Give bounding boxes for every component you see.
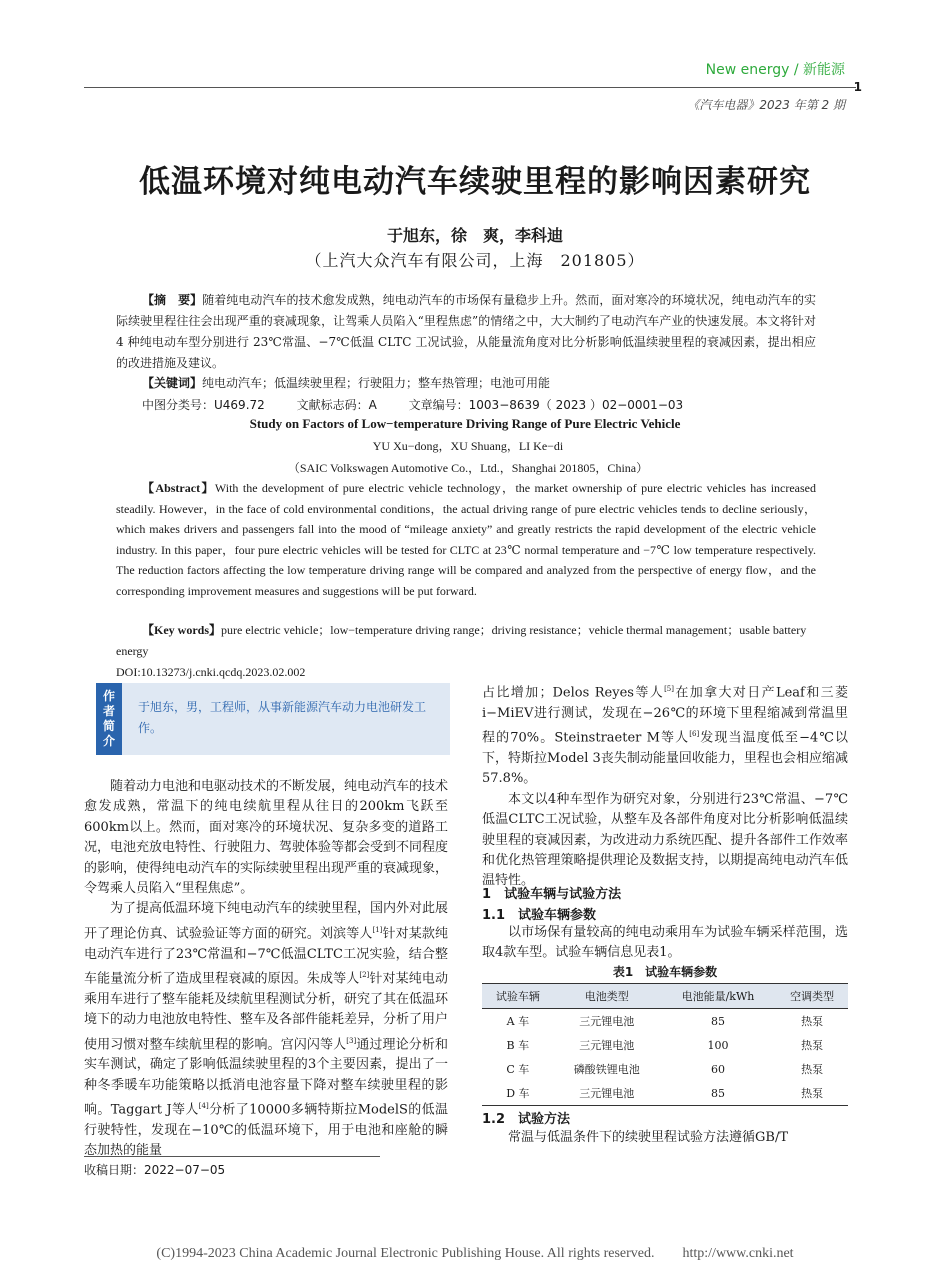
table-cell: A 车: [506, 1015, 530, 1028]
body-right-column: [482, 679, 848, 892]
table-cell: 三元锂电池: [554, 1081, 660, 1106]
table-cell: 热泵: [801, 1039, 824, 1052]
paragraph: 本文以4种车型作为研究对象，分别进行23℃常温、−7℃低温CLTC工况试验，从整车及各部件角度对比分析影响低温续驶里程的衰减因素，为改进动力系统匹配、提升各部件工作效率和优化热管理策略提供理论及数据支持，以期提高纯电动汽车低温特性。: [482, 791, 848, 889]
table-header: 电池类型: [554, 984, 660, 1009]
tab-char: 者: [102, 704, 115, 718]
header-rule: [84, 87, 856, 88]
paragraph: [84, 899, 448, 1161]
section-title: 试验车辆与试验方法: [504, 887, 622, 902]
table-cell: B 车: [506, 1039, 530, 1052]
classification-line: [142, 396, 822, 413]
section-heading-1: [482, 883, 621, 902]
text-run: 分析了10000多辆特斯拉ModelS的低温行驶特性，发现在−10℃的低温环境下，用于电池和座舱的瞬态加热的能量: [84, 1102, 448, 1159]
paragraph: 随着动力电池和电驱动技术的不断发展，纯电动汽车的技术愈发成熟，常温下的纯电续航里程从往日的200km飞跃至600km以上。然而，面对寒冷的环境状况、复杂多变的道路工况，电池充放电特性、行驶阻力、驾驶体验等都会受到不同程度的影响，使得纯电动汽车的实际续驶里程出现严重的衰减现象，令驾乘人员陷入“里程焦虑”。: [84, 779, 449, 897]
journal-issue: 《汽车电器》2023 年第 2 期: [687, 98, 845, 112]
table-row: [482, 1057, 848, 1081]
paragraph: [482, 679, 848, 790]
keywords-en: [116, 620, 816, 661]
section-number: 1: [482, 887, 492, 902]
citation[interactable]: [6]: [689, 730, 700, 739]
table-header: 空调类型: [776, 984, 848, 1009]
text-run: 发现当温度低至−4℃以下，特斯拉Model 3丧失制动能量回收能力，里程也会相应缩减57.8%。: [482, 730, 848, 787]
abstract-cn: [116, 290, 816, 374]
table-header-row: [482, 984, 848, 1009]
citation[interactable]: [1]: [372, 925, 383, 934]
table-caption: 表1 试验车辆参数: [612, 965, 718, 979]
footnote-rule: [84, 1156, 380, 1157]
abstract-cn-label: 【摘 要】: [142, 293, 203, 307]
citation[interactable]: [5]: [664, 685, 674, 693]
author-intro-tab: [96, 683, 122, 755]
title-en: Study on Factors of Low−temperature Driving Range of Pure Electric Vehicle: [249, 416, 681, 431]
article-number: 文章编号：1003−8639（ 2023 ）02−0001−03: [408, 398, 684, 412]
author-intro-box: [96, 683, 450, 755]
abstract-cn-text: 随着纯电动汽车的技术愈发成熟，纯电动汽车的市场保有量稳步上升。然而，面对寒冷的环境状况，纯电动汽车的实际续驶里程往往会出现严重的衰减现象，让驾乘人员陷入“里程焦虑”的情绪之中，大大制约了电动汽车产业的快速发展。本文将针对 4 种纯电动车型分别进行 23℃常温、−7℃低温 CLTC 工况试验，从能量流角度对比分析影响低温续驶里程的衰减因素，提出相应的改进措施及建议。: [116, 293, 816, 370]
paper-title: 低温环境对纯电动汽车续驶里程的影响因素研究: [139, 164, 811, 200]
table-cell: D 车: [482, 1081, 554, 1106]
table-cell: 热泵: [801, 1015, 824, 1028]
text-run: 针对某纯电动乘用车进行了整车能耗及续航里程测试分析，研究了其在低温环境下的动力电池放电特性、整车及各部件能耗差异，分析了用户使用习惯对整车续航里程的影响。宫闪闪等人: [84, 971, 449, 1052]
citation[interactable]: [2]: [359, 970, 370, 979]
text-run: 在加拿大对日产Leaf和三菱i−MiEV进行测试，发现在−26℃的环境下里程缩减到常温里程的70%。Steinstraeter M等人: [482, 685, 848, 746]
paper-affiliation: （上汽大众汽车有限公司，上海 201805）: [305, 251, 645, 270]
table-header: 试验车辆: [482, 984, 554, 1009]
table-cell: 三元锂电池: [579, 1015, 635, 1028]
abstract-en-text: With the development of pure electric vehicle technology，the market ownership of pure electric vehicles has increased steadily. However，in the face of cold environmental conditions，the actual driving range of pure electric vehicles tends to decline seriously，which makes drivers and passengers fall into the mood of “mileage anxiety” and greatly restricts the rapid development of the electric vehicle industry. In this paper，four pure electric vehicles will be tested for CLTC at 23℃ normal temperature and −7℃ low temperature respectively. The reduction factors affecting the low temperature driving range will be compared and analyzed from the perspective of energy flow，and the corresponding improvement measures and suggestions will be put forward.: [116, 481, 817, 598]
paragraph: 以市场保有量较高的纯电动乘用车为试验车辆采样范围，选取4款车型。试验车辆信息见表1。: [482, 925, 848, 961]
keywords-en-label: 【Key words】: [142, 623, 221, 637]
section-title: 试验车辆参数: [518, 908, 597, 923]
table-cell: 85: [710, 1014, 725, 1028]
section-1-2-text: [482, 1128, 848, 1148]
abstract-en-label: 【Abstract】: [142, 481, 215, 495]
body-left-column: [84, 777, 448, 1162]
table-cell: 三元锂电池: [579, 1039, 635, 1052]
keywords-en-text: pure electric vehicle；low−temperature driving range；driving resistance；vehicle thermal management；usable battery energy: [116, 623, 807, 658]
section-title: 试验方法: [518, 1112, 571, 1127]
text-run: 针对某款纯电动汽车进行了23℃常温和−7℃低温CLTC工况实验，结合整车能量流分析了造成里程衰减的原因。朱成等人: [84, 926, 448, 987]
document-code: 文献标志码：A: [296, 398, 377, 412]
citation[interactable]: [3]: [346, 1036, 357, 1045]
table-cell: 85: [660, 1081, 777, 1106]
table-header: 电池能量/kWh: [660, 984, 777, 1009]
section-heading-1-1: [482, 904, 596, 923]
section-heading-1-2: [482, 1108, 570, 1127]
table-cell: 100: [707, 1038, 729, 1052]
table-row: [482, 1033, 848, 1057]
keywords-cn-text: 纯电动汽车；低温续驶里程；行驶阻力；整车热管理；电池可用能: [202, 376, 551, 390]
author-intro-text: 于旭东，男，工程师，从事新能源汽车动力电池研发工作。: [138, 700, 427, 735]
table-row: [482, 1081, 848, 1106]
section-number: 1.2: [482, 1112, 506, 1127]
clc-number: 中图分类号：U469.72: [142, 398, 265, 412]
text-run: 通过理论分析和实车测试，确定了影响低温续驶里程的3个主要因素，提出了一种冬季暖车功能策略以抵消电池容量下降对整车续驶里程的影响。Taggart J等人: [84, 1036, 448, 1118]
paragraph: 常温与低温条件下的续驶里程试验方法遵循GB/T: [508, 1130, 788, 1145]
abstract-en: [116, 478, 816, 602]
copyright-line: (C)1994-2023 China Academic Journal Electronic Publishing House. All rights reserved. http://www.cnki.net: [156, 1246, 794, 1261]
table-row: [482, 1009, 848, 1034]
section-1-1-text: [482, 923, 848, 964]
tab-char: 作: [102, 689, 115, 703]
doi[interactable]: DOI:10.13273/j.cnki.qcdq.2023.02.002: [116, 665, 306, 679]
section-tag: New energy / 新能源: [705, 62, 845, 78]
authors-en: YU Xu−dong，XU Shuang，LI Ke−di: [372, 439, 564, 453]
table-cell: 热泵: [801, 1063, 824, 1076]
vehicle-parameter-table: [482, 983, 848, 1106]
table-cell: 热泵: [776, 1081, 848, 1106]
text-run: 占比增加；Delos Reyes等人: [482, 685, 665, 701]
received-date: 收稿日期：2022−07−05: [84, 1163, 226, 1177]
section-number: 1.1: [482, 908, 506, 923]
tab-char: 简: [102, 719, 115, 733]
keywords-cn-label: 【关键词】: [142, 376, 203, 390]
table-cell: C 车: [506, 1063, 530, 1076]
text-run: 为了提高低温环境下纯电动汽车的续驶里程，国内外对此展开了理论仿真、试验验证等方面的研究。刘滨等人: [84, 901, 449, 942]
paper-authors: 于旭东，徐 爽，李科迪: [386, 226, 563, 245]
tab-char: 介: [102, 734, 115, 748]
page-number: 1: [853, 80, 862, 94]
table-cell: 60: [710, 1062, 725, 1076]
keywords-cn: [142, 373, 822, 393]
table-cell: 磷酸铁锂电池: [573, 1063, 640, 1076]
citation[interactable]: [4]: [198, 1102, 209, 1111]
affiliation-en: （SAIC Volkswagen Automotive Co.，Ltd.，Shanghai 201805，China）: [287, 461, 649, 475]
